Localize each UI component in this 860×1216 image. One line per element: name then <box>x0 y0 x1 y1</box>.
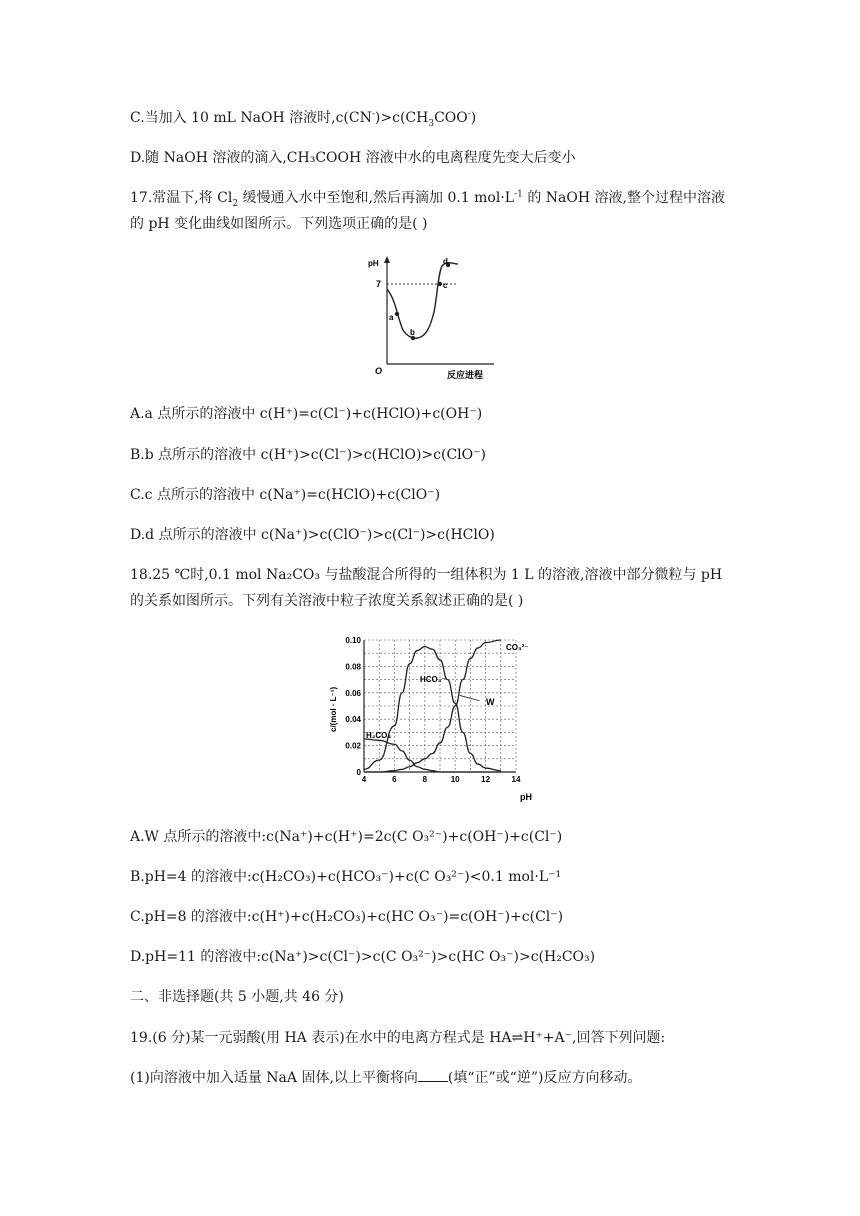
fig18-label-hco3: HCO₃⁻ <box>420 675 446 684</box>
fig18-label-w: W <box>486 697 495 707</box>
question-19-stem: 19.(6 分)某一元弱酸(用 HA 表示)在水中的电离方程式是 HA⇌H⁺+A⁻,回答下列问题: <box>130 1030 666 1046</box>
fig17-ylabel: pH <box>368 259 379 268</box>
fig17-ytick-7: 7 <box>376 279 382 289</box>
question-17-stem-line2: 的 pH 变化曲线如图所示。下列选项正确的是( ) <box>130 216 428 232</box>
fig18-curve-hco3 <box>364 647 501 771</box>
option-18-a: A.W 点所示的溶液中:c(Na⁺)+c(H⁺)=2c(C O₃²⁻)+c(OH⁻)+c(Cl⁻) <box>130 829 563 845</box>
fig18-xtick-label: 12 <box>481 775 491 784</box>
fig18-curve-h2co3 <box>364 739 501 772</box>
fig17-point-c <box>438 282 442 286</box>
fig18-w-pointer <box>460 695 480 700</box>
fig17-origin: O <box>375 366 383 376</box>
option-17-a: A.a 点所示的溶液中 c(H⁺)=c(Cl⁻)+c(HClO)+c(OH⁻) <box>130 406 483 422</box>
fig18-xtick-label: 8 <box>422 775 428 784</box>
fig18-label-co3: CO₃²⁻ <box>506 643 529 652</box>
option-18-d: D.pH=11 的溶液中:c(Na⁺)>c(Cl⁻)>c(C O₃²⁻)>c(HC O₃⁻)>c(H₂CO₃) <box>130 949 596 965</box>
fig18-xtick-label: 14 <box>511 775 521 784</box>
answer-blank[interactable] <box>418 1069 448 1082</box>
figure-17-ph-curve <box>368 254 498 380</box>
fig17-label-d: d <box>443 257 448 266</box>
fig17-curve <box>387 263 458 338</box>
fig18-ytick-label: 0.10 <box>345 636 361 645</box>
fig18-ticks <box>345 636 521 784</box>
fig17-label-c: c <box>443 281 448 290</box>
option-17-c: C.c 点所示的溶液中 c(Na⁺)=c(HClO)+c(ClO⁻) <box>130 487 441 503</box>
section-2-heading: 二、非选择题(共 5 小题,共 46 分) <box>130 989 344 1005</box>
option-16-d: D.随 NaOH 溶液的滴入,CH₃COOH 溶液中水的电离程度先变大后变小 <box>130 150 576 166</box>
figure-18-distribution-chart <box>324 632 540 804</box>
fig18-xlabel: pH <box>520 792 532 802</box>
question-17-stem-line1: 17.常温下,将 $Cl_2$ 缓慢通入水中至饱和,然后再滴加 0.1 $mol\cdot L^{-1}$ 的 NaOH 溶液,整个过程中溶液 <box>130 189 725 209</box>
fig17-xlabel: 反应进程 <box>447 370 484 380</box>
fig18-xtick-label: 4 <box>361 775 367 784</box>
option-16-c: C.当加入 10 mL NaOH 溶液时$,c(CN^-)>c(CH_3COO^-)$ <box>130 109 477 129</box>
fig18-xtick-label: 10 <box>450 775 460 784</box>
fig18-ytick-label: 0.02 <box>345 741 361 751</box>
fig17-label-a: a <box>389 313 394 322</box>
fig18-ytick-label: 0.08 <box>345 662 361 672</box>
question-18-stem-line1: 18.25 ℃时,0.1 mol Na₂CO₃ 与盐酸混合所得的一组体积为 1 L 的溶液,溶液中部分微粒与 pH <box>130 567 723 583</box>
fig18-ytick-label: 0 <box>356 768 361 777</box>
question-19-part-1: (1)向溶液中加入适量 NaA 固体,以上平衡将向 (填“正”或“逆”)反应方向移动。 <box>130 1070 642 1086</box>
fig18-ytick-label: 0.06 <box>345 688 361 698</box>
fig18-ytick-label: 0.04 <box>345 715 361 725</box>
option-18-c: C.pH=8 的溶液中:c(H⁺)+c(H₂CO₃)+c(HC O₃⁻)=c(OH⁻)+c(Cl⁻) <box>130 909 564 925</box>
fig17-point-a <box>395 312 399 316</box>
question-18-stem-line2: 的关系如图所示。下列有关溶液中粒子浓度关系叙述正确的是( ) <box>130 593 524 609</box>
option-17-b: B.b 点所示的溶液中 c(H⁺)>c(Cl⁻)>c(HClO)>c(ClO⁻) <box>130 447 486 463</box>
fig17-y-arrow <box>384 256 390 263</box>
fig18-label-h2co3: H₂CO₃ <box>366 731 392 740</box>
option-18-b: B.pH=4 的溶液中:c(H₂CO₃)+c(HCO₃⁻)+c(C O₃²⁻)<0.1 mol·L⁻¹ <box>130 869 562 885</box>
fig18-xtick-label: 6 <box>392 775 397 784</box>
fig17-label-b: b <box>410 328 415 337</box>
option-17-d: D.d 点所示的溶液中 c(Na⁺)>c(ClO⁻)>c(Cl⁻)>c(HClO) <box>130 527 495 543</box>
fig18-ylabel: c/(mol · L⁻¹) <box>329 686 338 732</box>
